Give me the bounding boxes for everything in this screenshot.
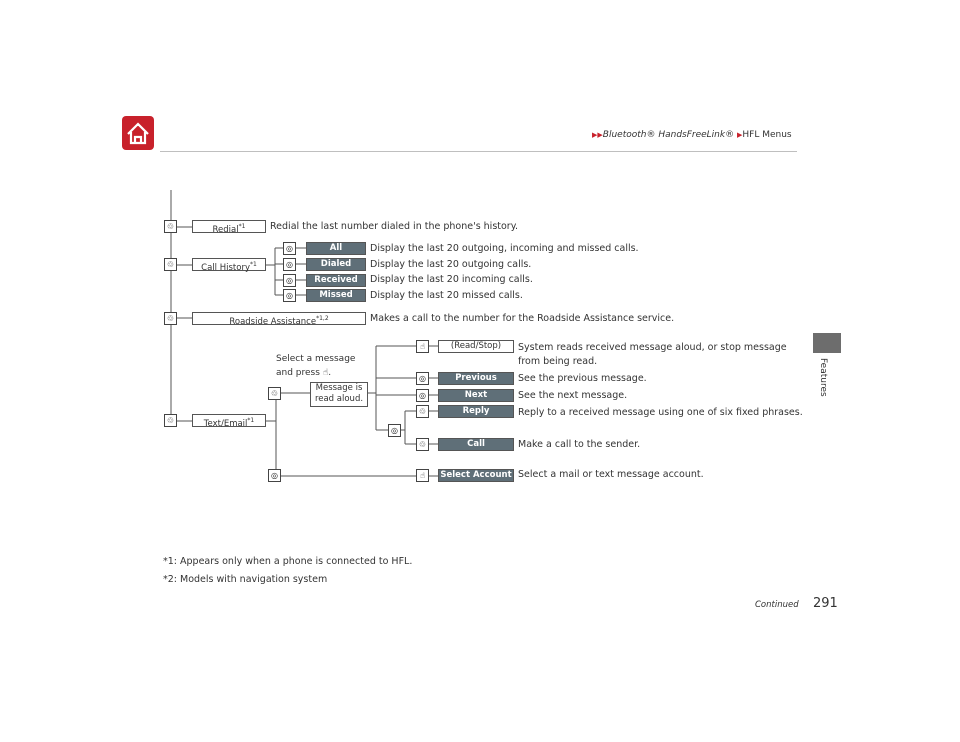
- read-stop-desc-2: from being read.: [518, 356, 598, 367]
- rotate-icon: ◎: [268, 469, 281, 482]
- press-icon: ☝: [322, 368, 329, 378]
- footnote-2: *2: Models with navigation system: [163, 574, 328, 585]
- press-icon: ☝: [416, 469, 429, 482]
- call-history-all-button[interactable]: All: [306, 242, 366, 255]
- read-stop-desc: System reads received message aloud, or stop message: [518, 342, 787, 353]
- section-label: Features: [818, 358, 828, 397]
- redial-desc: Redial the last number dialed in the phone's history.: [270, 221, 518, 232]
- knob-icon: ♲: [268, 387, 281, 400]
- rotate-icon: ◎: [416, 389, 429, 402]
- previous-desc: See the previous message.: [518, 373, 647, 384]
- message-read-aloud-box: [310, 382, 368, 407]
- message-box-line-2: read aloud.: [314, 394, 364, 404]
- next-button[interactable]: Next: [438, 389, 514, 402]
- rotate-icon: ◎: [283, 289, 296, 302]
- breadcrumb-part-1[interactable]: Bluetooth® HandsFreeLink®: [602, 130, 735, 140]
- call-desc: Make a call to the sender.: [518, 439, 641, 450]
- roadside-label: Roadside Assistance: [229, 316, 317, 327]
- call-history-all-desc: Display the last 20 outgoing, incoming and missed calls.: [370, 243, 639, 254]
- redial-note: *1: [238, 223, 246, 230]
- roadside-assistance-button[interactable]: [192, 312, 366, 325]
- rotate-icon: ◎: [388, 424, 401, 437]
- knob-icon: ♲: [164, 414, 177, 427]
- select-message-hint: Select a message: [276, 354, 356, 364]
- redial-label: Redial: [212, 224, 239, 235]
- breadcrumb-part-2[interactable]: HFL Menus: [742, 130, 792, 140]
- read-stop-button[interactable]: (Read/Stop): [438, 340, 514, 353]
- call-history-missed-desc: Display the last 20 missed calls.: [370, 290, 523, 301]
- press-hint-text: and press: [276, 368, 320, 378]
- rotate-icon: ◎: [416, 372, 429, 385]
- select-account-desc: Select a mail or text message account.: [518, 469, 704, 480]
- press-hint: and press ☝.: [276, 368, 332, 378]
- text-email-button[interactable]: [192, 414, 266, 427]
- call-history-label: Call History: [201, 262, 250, 273]
- roadside-desc: Makes a call to the number for the Roadside Assistance service.: [370, 313, 675, 324]
- call-history-missed-button[interactable]: Missed: [306, 289, 366, 302]
- knob-icon: ♲: [164, 312, 177, 325]
- knob-icon: ♲: [416, 405, 429, 418]
- knob-icon: ♲: [164, 258, 177, 271]
- previous-button[interactable]: Previous: [438, 372, 514, 385]
- message-box-line-1: Message is: [315, 383, 363, 393]
- text-email-note: *1: [247, 417, 255, 424]
- next-desc: See the next message.: [518, 390, 628, 401]
- page-number: 291: [813, 596, 838, 611]
- rotate-icon: ◎: [283, 258, 296, 271]
- press-icon: ☝: [416, 340, 429, 353]
- rotate-icon: ◎: [283, 242, 296, 255]
- call-history-received-desc: Display the last 20 incoming calls.: [370, 274, 533, 285]
- call-history-note: *1: [249, 261, 257, 268]
- reply-desc: Reply to a received message using one of six fixed phrases.: [518, 407, 803, 418]
- call-history-button[interactable]: [192, 258, 266, 271]
- select-account-button[interactable]: Select Account: [438, 469, 514, 482]
- knob-icon: ♲: [164, 220, 177, 233]
- roadside-note: *1,2: [316, 315, 329, 322]
- continued-label: Continued: [755, 600, 799, 610]
- call-history-dialed-desc: Display the last 20 outgoing calls.: [370, 259, 532, 270]
- call-history-dialed-button[interactable]: Dialed: [306, 258, 366, 271]
- footnote-1: *1: Appears only when a phone is connected to HFL.: [163, 556, 413, 567]
- rotate-icon: ◎: [283, 274, 296, 287]
- breadcrumb: ▶▶Bluetooth® HandsFreeLink® ▶HFL Menus: [592, 130, 792, 140]
- call-history-received-button[interactable]: Received: [306, 274, 366, 287]
- knob-icon: ♲: [416, 438, 429, 451]
- text-email-label: Text/Email: [203, 418, 248, 429]
- reply-button[interactable]: Reply: [438, 405, 514, 418]
- redial-button[interactable]: [192, 220, 266, 233]
- call-button[interactable]: Call: [438, 438, 514, 451]
